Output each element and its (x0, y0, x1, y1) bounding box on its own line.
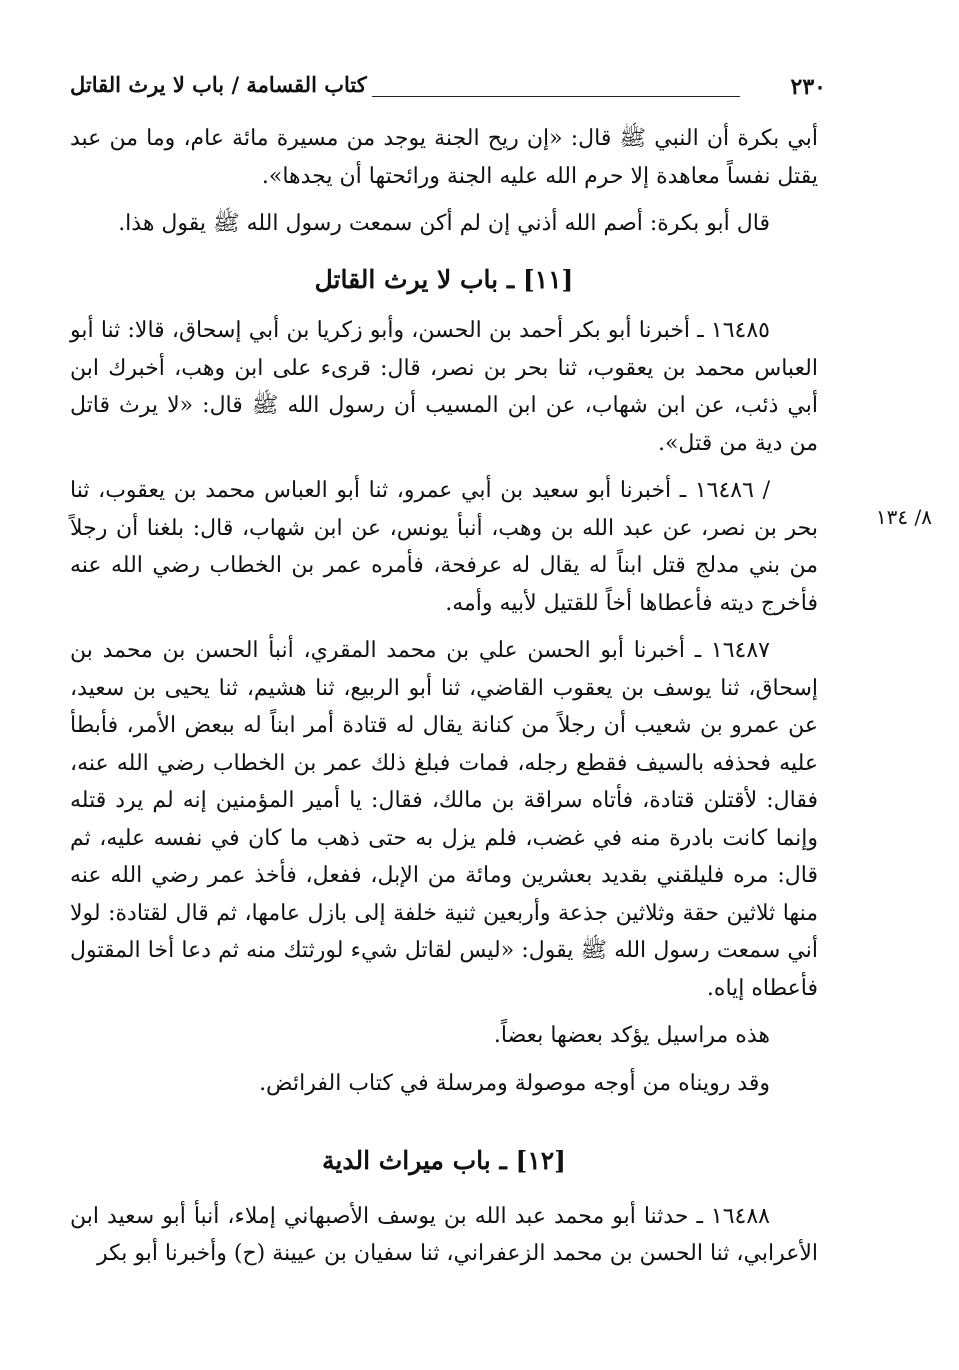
section-heading-11: [١١] ـ باب لا يرث القاتل (314, 264, 574, 294)
page-number: ٢٣٠ (790, 74, 826, 100)
page-body (70, 120, 818, 1273)
paragraph-abu-bakra-quote: قال أبو بكرة: أصم الله أذني إن لم أكن سمعت رسول الله ﷺ يقول هذا. (118, 211, 770, 236)
note-mursal: هذه مراسيل يؤكد بعضها بعضاً. (493, 1023, 770, 1048)
running-title: كتاب القسامة / باب لا يرث القاتل (70, 72, 367, 97)
hadith-16487: ١٦٤٨٧ ـ أخبرنا أبو الحسن علي بن محمد المقري، أنبأ الحسن بن محمد بن إسحاق، ثنا يوسف بن يعقوب القاضي، ثنا أبو الربيع، ثنا هشيم، ثنا يحيى بن سعيد، عن عمرو بن شعيب أن رجلاً من كنانة يقال له قتادة أمر ابناً له ببعض الأمر، فأبطأ عليه فحذفه بالسيف فقطع رجله، فمات فبلغ ذلك عمر بن الخطاب رضي الله عنه، فقال: لأقتلن قتادة، فأتاه سراقة بن مالك، فقال: يا أمير المؤمنين إنه لم يرد قتله وإنما كانت بادرة منه في غضب، فلم يزل به حتى ذهب ما كان في نفسه عليه، ثم قال: مره فليلقني بقديد بعشرين ومائة من الإبل، ففعل، فأخذ عمر رضي الله عنه منها ثلاثين حقة وثلاثين جذعة وأربعين ثنية خلفة إلى بازل عامها، ثم قال لقتادة: لولا أني سمعت رسول الله ﷺ يقول: «ليس لقاتل شيء لورثتك منه ثم دعا أخا المقتول فأعطاه إياه. (70, 638, 818, 1001)
page-header (60, 68, 826, 104)
note-faraid: وقد رويناه من أوجه موصولة ومرسلة في كتاب الفرائض. (259, 1070, 770, 1096)
paragraph-continued: أبي بكرة أن النبي ﷺ قال: «إن ريح الجنة يوجد من مسيرة مائة عام، وما من عبد يقتل نفساً معاهدة إلا حرم الله عليه الجنة ورائحتها أن يجدها». (70, 126, 818, 189)
header-rule (372, 96, 740, 97)
hadith-16486: / ١٦٤٨٦ ـ أخبرنا أبو سعيد بن أبي عمرو، ثنا أبو العباس محمد بن يعقوب، ثنا بحر بن نصر، عن عبد الله بن وهب، أنبأ يونس، عن ابن شهاب، قال: بلغنا أن رجلاً من بني مدلج قتل ابناً له يقال له عرفحة، فأمره عمر بن الخطاب رضي الله عنه فأخرج ديته فأعطاها أخاً للقتيل لأبيه وأمه. (70, 478, 818, 616)
margin-volume-page-note: ٨/ ١٣٤ (875, 505, 932, 529)
hadith-16488: ١٦٤٨٨ ـ حدثنا أبو محمد عبد الله بن يوسف الأصبهاني إملاء، أنبأ أبو سعيد ابن الأعرابي، ثنا الحسن بن محمد الزعفراني، ثنا سفيان بن عيينة (ح) وأخبرنا أبو بكر (70, 1203, 818, 1266)
section-heading-12: [١٢] ـ باب ميراث الدية (321, 1146, 567, 1175)
hadith-16485: ١٦٤٨٥ ـ أخبرنا أبو بكر أحمد بن الحسن، وأبو زكريا بن أبي إسحاق، قالا: ثنا أبو العباس محمد بن يعقوب، ثنا بحر بن نصر، قال: قرىء على ابن وهب، أخبرك ابن أبي ذئب، عن ابن شهاب، عن ابن المسيب أن رسول الله ﷺ قال: «لا يرث قاتل من دية من قتل». (70, 318, 818, 456)
